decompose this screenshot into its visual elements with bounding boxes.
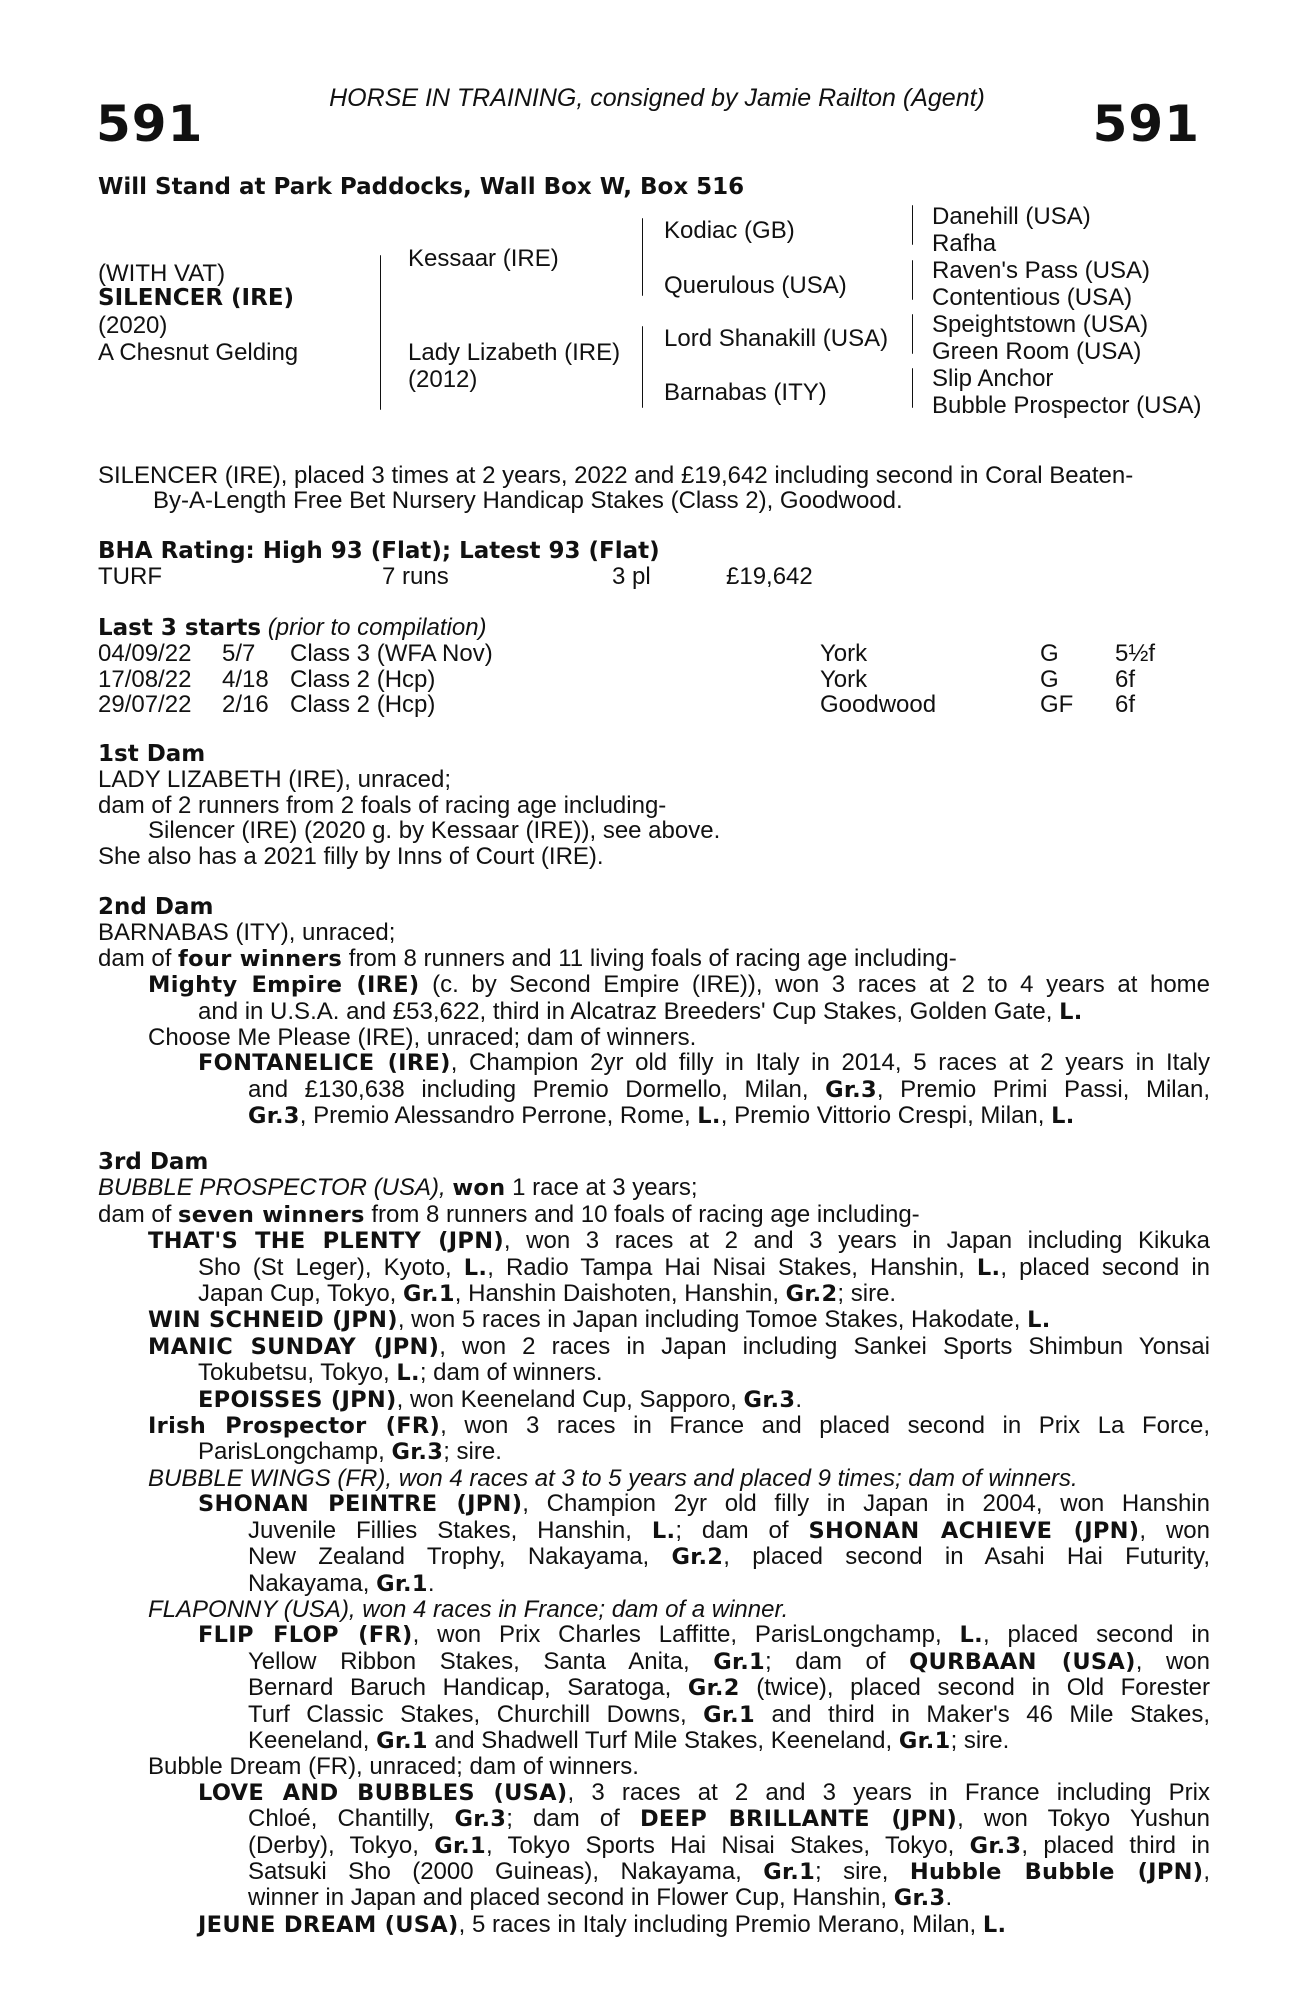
text: , Hanshin Daishoten, Hanshin, (454, 1280, 786, 1308)
text: New Zealand Trophy, Nakayama, (248, 1543, 672, 1571)
won-mark: won (452, 1175, 506, 1202)
lot-number-right: 591 (1092, 95, 1200, 153)
group-mark: Gr.2 (785, 1281, 838, 1308)
pedigree-ddd: Bubble Prospector (USA) (932, 392, 1202, 419)
text: and £130,638 including Premio Dormello, Milan, (248, 1075, 826, 1103)
start-date: 04/09/22 (98, 640, 192, 668)
group-mark: Gr.2 (687, 1675, 740, 1702)
shonan-peintre-line-3 (98, 1544, 1210, 1570)
text: , 3 races at 2 and 3 years in France including Prix (567, 1778, 1211, 1806)
progeny-name: FLIP FLOP (FR) (198, 1622, 413, 1649)
start-date: 17/08/22 (98, 665, 192, 693)
text: , Premio Alessandro Perrone, Rome, (299, 1102, 698, 1130)
group-mark: Gr.1 (703, 1701, 755, 1728)
listed-mark: L. (1051, 1103, 1075, 1130)
pedigree-ssd: Rafha (932, 230, 997, 257)
pedigree-dam-dam: Barnabas (ITY) (664, 379, 827, 406)
progeny-name: Mighty Empire (IRE) (148, 972, 420, 999)
text: from 8 runners and 11 living foals of racing age including- (342, 944, 957, 972)
group-mark: Gr.1 (376, 1727, 428, 1754)
start-course: York (820, 665, 868, 693)
group-mark: Gr.1 (763, 1858, 816, 1885)
start-row (98, 641, 1210, 666)
text: , (1203, 1857, 1211, 1885)
text: , 5 races in Italy including Premio Merano, Milan, (458, 1910, 983, 1938)
text: , placed third in (1021, 1831, 1211, 1859)
text: , Premio Primi Passi, Milan, (876, 1075, 1210, 1103)
listed-mark: L. (697, 1103, 721, 1130)
progeny-name: FONTANELICE (IRE) (198, 1050, 451, 1077)
text: , won Keeneland Cup, Sapporo, (396, 1385, 744, 1413)
stabling-info: Will Stand at Park Paddocks, Wall Box W, Box 516 (98, 174, 745, 200)
pedigree-brace-3c (912, 314, 913, 354)
thats-the-plenty-line-2 (98, 1255, 1210, 1281)
second-dam-section (98, 895, 1210, 1130)
start-pos: 2/16 (222, 691, 269, 719)
text: , Premio Vittorio Crespi, Milan, (720, 1102, 1052, 1130)
progeny-name: LOVE AND BUBBLES (USA) (198, 1779, 568, 1806)
text: (c. by Second Empire (IRE)), won 3 races at 2 to 4 years at home (419, 971, 1211, 999)
group-mark: Gr.3 (248, 1103, 300, 1130)
progeny-name: QURBAAN (USA) (909, 1648, 1136, 1675)
mighty-empire-line-1 (98, 972, 1210, 998)
first-dam-line-3: Silencer (IRE) (2020 g. by Kessaar (IRE)), see above. (148, 817, 721, 845)
start-date: 29/07/22 (98, 691, 192, 719)
listed-mark: L. (463, 1254, 488, 1281)
group-mark: Gr.3 (391, 1439, 444, 1466)
progeny-name: SHONAN PEINTRE (JPN) (198, 1491, 523, 1518)
group-mark: Gr.3 (969, 1832, 1022, 1859)
progeny-name: THAT'S THE PLENTY (JPN) (148, 1228, 504, 1255)
vat-note: (WITH VAT) (98, 260, 226, 287)
pedigree-dam-year: (2012) (408, 366, 478, 393)
text: , won (1139, 1516, 1210, 1544)
text: Chloé, Chantilly, (248, 1805, 455, 1833)
start-course: Goodwood (820, 691, 937, 719)
irish-prospector-line-2 (98, 1439, 1210, 1465)
text: ; dam of (675, 1516, 809, 1544)
fontanelice-line-1 (98, 1050, 1210, 1076)
text: ParisLongchamp, (198, 1438, 392, 1466)
text: Yellow Ribbon Stakes, Santa Anita, (248, 1647, 714, 1675)
text: dam of (98, 1200, 179, 1228)
fontanelice-line-3 (98, 1103, 1210, 1129)
third-dam-section (98, 1150, 1210, 1938)
text: Japan Cup, Tokyo, (198, 1280, 404, 1308)
start-dist: 5½f (1115, 640, 1156, 668)
horse-year: (2020) (98, 312, 168, 339)
irish-prospector-line-1 (98, 1413, 1210, 1439)
start-race: Class 2 (Hcp) (290, 665, 436, 693)
text: . (945, 1884, 953, 1912)
text: Turf Classic Stakes, Churchill Downs, (248, 1700, 704, 1728)
text: Juvenile Fillies Stakes, Hanshin, (248, 1516, 652, 1544)
rating-section (98, 539, 1210, 590)
group-mark: Gr.1 (403, 1281, 455, 1308)
third-dam-heading: 3rd Dam (98, 1149, 209, 1175)
thats-the-plenty-line-1 (98, 1228, 1210, 1254)
shonan-peintre-line-4: Nakayama, Gr.1. (248, 1569, 435, 1597)
listed-mark: L. (959, 1622, 983, 1649)
text: , won (1135, 1647, 1210, 1675)
first-dam-line-4: She also has a 2021 filly by Inns of Court (IRE). (98, 842, 604, 870)
text: Keeneland, (248, 1726, 377, 1754)
progeny-name: Hubble Bubble (JPN) (909, 1858, 1204, 1885)
epoisses-line: EPOISSES (JPN), won Keeneland Cup, Sapporo, Gr.3. (198, 1385, 802, 1413)
horse-description: A Chesnut Gelding (98, 339, 299, 366)
text: , won 3 races in France and placed second in Prix La Force, (440, 1412, 1210, 1440)
second-dam-line-2 (98, 946, 1210, 972)
progeny-name: MANIC SUNDAY (JPN) (148, 1333, 440, 1360)
text: ; dam of (506, 1805, 640, 1833)
manic-sunday-line-2 (98, 1360, 1210, 1386)
bubble-wings-line: BUBBLE WINGS (FR), won 4 races at 3 to 5 years and placed 9 times; dam of winners. (148, 1464, 1078, 1492)
flip-flop-line-1 (98, 1622, 1210, 1648)
start-course: York (820, 640, 868, 668)
pedigree-sire: Kessaar (IRE) (408, 245, 559, 272)
start-going: GF (1040, 691, 1074, 719)
progeny-name: Irish Prospector (FR) (148, 1413, 441, 1440)
text: Bernard Baruch Handicap, Saratoga, (248, 1674, 688, 1702)
love-and-bubbles-line-5 (98, 1885, 1210, 1911)
rating-earnings: £19,642 (726, 563, 813, 591)
text: Sho (St Leger), Kyoto, (198, 1253, 464, 1281)
listed-mark: L. (1059, 998, 1083, 1025)
horse-name: SILENCER (IRE) (98, 285, 295, 311)
manic-sunday-line-1 (98, 1334, 1210, 1360)
race-summary (98, 463, 1208, 514)
start-going: G (1040, 665, 1059, 693)
progeny-name: DEEP BRILLANTE (JPN) (639, 1806, 958, 1833)
start-race: Class 2 (Hcp) (290, 691, 436, 719)
listed-mark: L. (1027, 1307, 1051, 1334)
text: ; sire, (815, 1857, 910, 1885)
text: , Radio Tampa Hai Nisai Stakes, Hanshin, (487, 1253, 977, 1281)
text: , Champion 2yr old filly in Japan in 2004, won Hanshin (522, 1490, 1210, 1518)
fontanelice-line-2 (98, 1077, 1210, 1103)
pedigree-brace-3b (912, 260, 913, 300)
pedigree-brace-2b (642, 326, 643, 408)
flaponny-line: FLAPONNY (USA), won 4 races in France; dam of a winner. (148, 1595, 789, 1623)
pedigree-dds: Slip Anchor (932, 365, 1054, 392)
pedigree-brace-1 (380, 255, 381, 410)
pedigree-sdd: Contentious (USA) (932, 284, 1133, 311)
flip-flop-line-4 (98, 1702, 1210, 1728)
bubble-dream-line: Bubble Dream (FR), unraced; dam of winners. (148, 1753, 639, 1781)
progeny-name: SHONAN ACHIEVE (JPN) (808, 1517, 1140, 1544)
group-mark: Gr.3 (743, 1386, 796, 1413)
pedigree-brace-2a (642, 218, 643, 296)
rating-runs: 7 runs (382, 563, 449, 591)
start-going: G (1040, 640, 1059, 668)
group-mark: Gr.1 (713, 1648, 765, 1675)
pedigree-dsd: Green Room (USA) (932, 338, 1142, 365)
text: ; sire. (837, 1280, 897, 1308)
start-row (98, 667, 1210, 692)
start-row (98, 692, 1210, 717)
rating-placed: 3 pl (612, 563, 651, 591)
pedigree-sds: Raven's Pass (USA) (932, 257, 1150, 284)
pedigree-dam: Lady Lizabeth (IRE) (408, 339, 621, 366)
text: dam of (98, 944, 179, 972)
text: from 8 runners and 10 foals of racing age including- (364, 1200, 920, 1228)
pedigree-sire-sire: Kodiac (GB) (664, 217, 795, 244)
text: BUBBLE PROSPECTOR (USA), (98, 1174, 453, 1202)
text: , Tokyo Sports Hai Nisai Stakes, Tokyo, (485, 1831, 970, 1859)
rating-record (98, 564, 1210, 589)
text: , won Prix Charles Laffitte, ParisLongchamp, (412, 1621, 960, 1649)
text: 1 race at 3 years; (505, 1174, 698, 1202)
love-and-bubbles-line-1 (98, 1780, 1210, 1806)
love-and-bubbles-line-2 (98, 1806, 1210, 1832)
text: , Champion 2yr old filly in Italy in 2014, 5 races at 2 years in Italy (450, 1049, 1211, 1077)
progeny-name: EPOISSES (JPN) (198, 1386, 397, 1413)
start-race: Class 3 (WFA Nov) (290, 640, 493, 668)
lot-number-left: 591 (96, 95, 204, 153)
starts-table (98, 641, 1210, 717)
pedigree-dam-sire: Lord Shanakill (USA) (664, 325, 889, 352)
third-dam-line-1 (98, 1175, 1210, 1201)
text: , placed second in Asahi Hai Futurity, (723, 1543, 1211, 1571)
start-pos: 4/18 (222, 665, 269, 693)
text: ; dam of (765, 1647, 910, 1675)
pedigree-dss: Speightstown (USA) (932, 311, 1149, 338)
shonan-peintre-line-2 (98, 1518, 1210, 1544)
rating-heading: BHA Rating: High 93 (Flat); Latest 93 (Flat) (98, 538, 660, 564)
start-dist: 6f (1115, 665, 1136, 693)
group-mark: Gr.1 (434, 1832, 486, 1859)
flip-flop-line-5 (98, 1728, 1210, 1754)
group-mark: Gr.2 (671, 1544, 724, 1571)
first-dam-line-1: LADY LIZABETH (IRE), unraced; (98, 766, 452, 794)
winners-count: four winners (178, 945, 343, 972)
listed-mark: L. (651, 1517, 676, 1544)
starts-note: (prior to compilation) (267, 614, 487, 641)
love-and-bubbles-line-3 (98, 1833, 1210, 1859)
pedigree-brace-3d (912, 368, 913, 408)
text: , won Tokyo Yushun (957, 1805, 1210, 1833)
summary-line-2: By-A-Length Free Bet Nursery Handicap Stakes (Class 2), Goodwood. (153, 487, 903, 515)
text: , won 3 races at 2 and 3 years in Japan including Kikuka (503, 1227, 1210, 1255)
text: and third in Maker's 46 Mile Stakes, (754, 1700, 1211, 1728)
thats-the-plenty-line-3 (98, 1281, 1210, 1307)
text: Tokubetsu, Tokyo, (198, 1359, 397, 1387)
group-mark: Gr.1 (898, 1727, 951, 1754)
text: Nakayama, (248, 1569, 377, 1597)
text: ; dam of winners. (419, 1359, 603, 1387)
text: , won 5 races in Japan including Tomoe Stakes, Hakodate, (397, 1306, 1028, 1334)
consignor-line: HORSE IN TRAINING, consigned by Jamie Railton (Agent) (329, 84, 985, 112)
listed-mark: L. (976, 1254, 1001, 1281)
text: winner in Japan and placed second in Flower Cup, Hanshin, (248, 1884, 894, 1912)
text: , placed second in (982, 1621, 1210, 1649)
text: (Derby), Tokyo, (248, 1831, 435, 1859)
pedigree-brace-3a (912, 205, 913, 245)
mighty-empire-line-2 (98, 999, 1210, 1025)
group-mark: Gr.3 (454, 1806, 507, 1833)
first-dam-line-2: dam of 2 runners from 2 foals of racing age including- (98, 791, 667, 819)
first-dam-heading: 1st Dam (98, 741, 206, 767)
progeny-name: WIN SCHNEID (JPN) (148, 1307, 398, 1334)
pedigree-sss: Danehill (USA) (932, 203, 1091, 230)
shonan-peintre-line-1 (98, 1491, 1210, 1517)
win-schneid-line (98, 1307, 1210, 1333)
text: , won 2 races in Japan including Sankei Sports Shimbun Yonsai (439, 1332, 1210, 1360)
summary-line-1: SILENCER (IRE), placed 3 times at 2 years, 2022 and £19,642 including second in Coral Beaten- (98, 462, 1134, 489)
choose-me-please-line: Choose Me Please (IRE), unraced; dam of winners. (148, 1024, 697, 1052)
text: Satsuki Sho (2000 Guineas), Nakayama, (248, 1857, 764, 1885)
second-dam-heading: 2nd Dam (98, 894, 214, 920)
text: and Shadwell Turf Mile Stakes, Keeneland, (427, 1726, 899, 1754)
listed-mark: L. (982, 1911, 1007, 1938)
first-dam-section (98, 742, 1210, 869)
text: (twice), placed second in Old Forester (739, 1674, 1210, 1702)
jeune-dream-line (98, 1912, 1210, 1938)
flip-flop-line-2 (98, 1649, 1210, 1675)
start-dist: 6f (1115, 691, 1136, 719)
flip-flop-line-3 (98, 1675, 1210, 1701)
text: , placed second in (1000, 1253, 1210, 1281)
text: ; sire. (950, 1726, 1010, 1754)
winners-count: seven winners (178, 1201, 365, 1228)
pedigree-sire-dam: Querulous (USA) (664, 272, 847, 299)
rating-surface: TURF (98, 563, 162, 591)
listed-mark: L. (396, 1360, 420, 1387)
starts-heading: Last 3 starts (98, 615, 262, 641)
group-mark: Gr.3 (893, 1885, 946, 1912)
start-pos: 5/7 (222, 640, 256, 668)
text: ; sire. (443, 1438, 502, 1466)
progeny-name: JEUNE DREAM (USA) (198, 1911, 459, 1938)
text: and in U.S.A. and £53,622, third in Alcatraz Breeders' Cup Stakes, Golden Gate, (198, 997, 1060, 1025)
group-mark: Gr.3 (825, 1076, 877, 1103)
third-dam-line-2 (98, 1202, 1210, 1228)
group-mark: Gr.1 (376, 1570, 428, 1597)
love-and-bubbles-line-4 (98, 1859, 1210, 1885)
second-dam-line-1: BARNABAS (ITY), unraced; (98, 919, 396, 947)
last-starts-section (98, 615, 1210, 718)
